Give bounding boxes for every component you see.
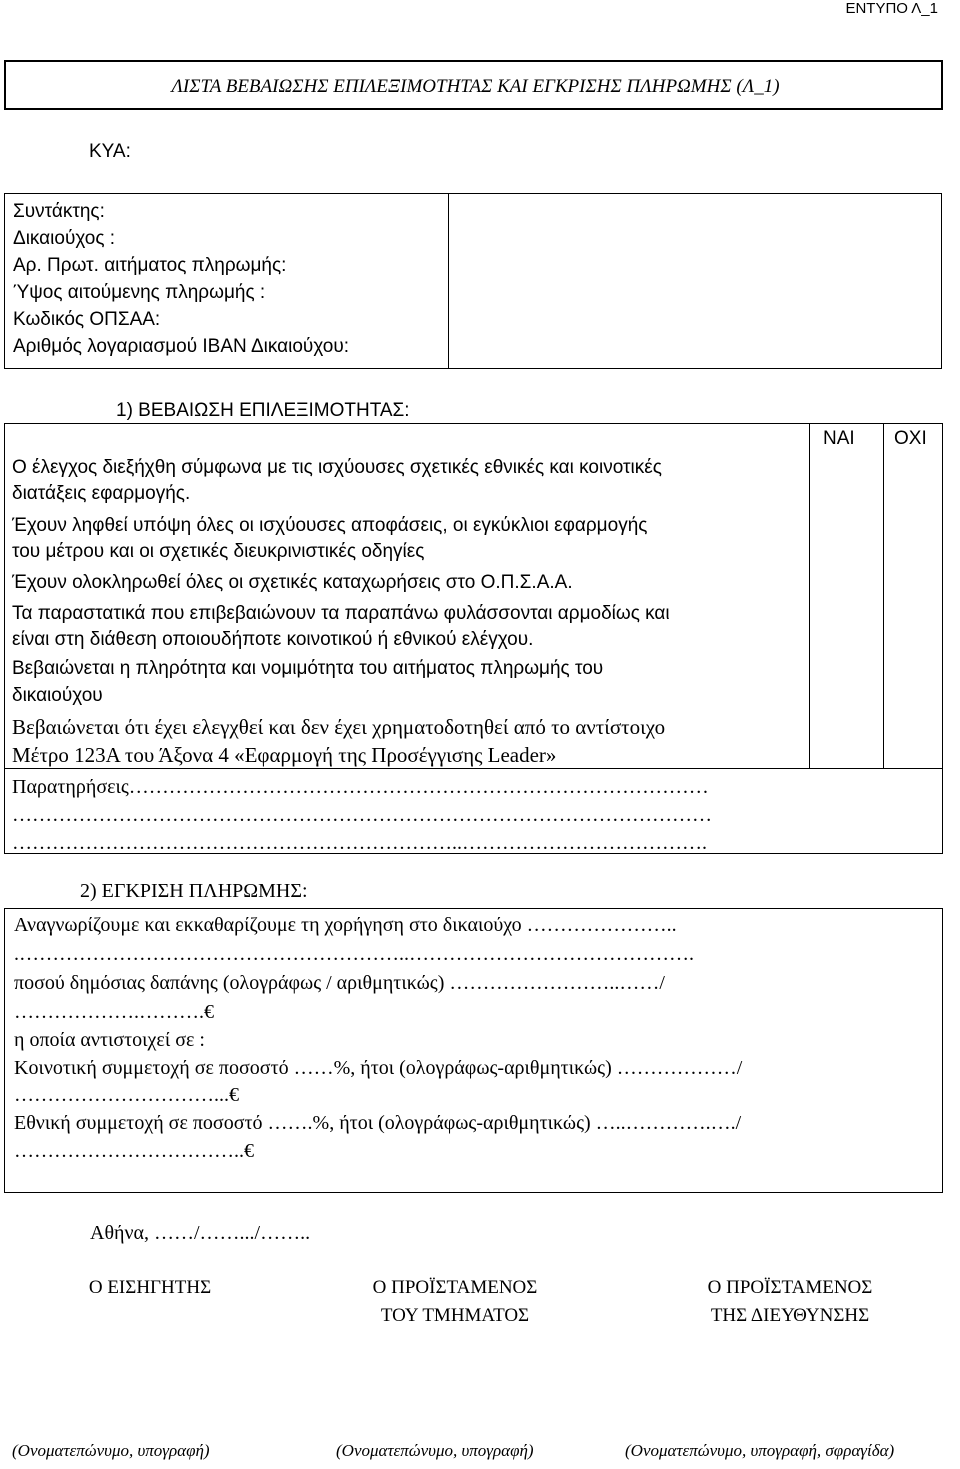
- kya-label: ΚΥΑ:: [89, 141, 131, 162]
- eligibility-checklist: [4, 423, 943, 854]
- section2-heading: 2) ΕΓΚΡΙΣΗ ΠΛΗΡΩΜΗΣ:: [80, 880, 308, 902]
- form-code: ΕΝΤΥΠΟ Λ_1: [845, 0, 938, 17]
- beneficiary-field: Δικαιούχος :: [13, 228, 116, 249]
- remarks-line: ……………………………………………………………………………………………: [12, 804, 712, 826]
- checklist-line: Βεβαιώνεται η πληρότητα και νομιμότητα του αιτήματος πληρωμής του: [12, 658, 604, 679]
- signer-3-title: Ο ΠΡΟΪΣΤΑΜΕΝΟΣ: [707, 1277, 873, 1298]
- signer-2-note: (Ονοματεπώνυμο, υπογραφή): [336, 1441, 534, 1460]
- checklist-line: Τα παραστατικά που επιβεβαιώνουν τα παραπάνω φυλάσσονται αρμοδίως και: [12, 603, 670, 624]
- yes-column-header: ΝΑΙ: [823, 428, 855, 449]
- remarks-line: …………………………………………………………..……………………………….: [12, 832, 707, 854]
- approval-line: ……………….……….€: [14, 1001, 214, 1023]
- applicant-values-box[interactable]: [448, 193, 942, 369]
- checklist-line: Έχουν ληφθεί υπόψη όλες οι ισχύουσες αποφάσεις, οι εγκύκλιοι εφαρμογής: [12, 515, 648, 536]
- title-box: [4, 60, 943, 110]
- signer-1-title: Ο ΕΙΣΗΓΗΤΗΣ: [88, 1277, 212, 1298]
- section1-heading: 1) ΒΕΒΑΙΩΣΗ ΕΠΙΛΕΞΙΜΟΤΗΤΑΣ:: [116, 400, 410, 421]
- iban-field: Αριθμός λογαριασμού ΙΒΑΝ Δικαιούχου:: [13, 336, 350, 357]
- approval-line: η οποία αντιστοιχεί σε :: [14, 1029, 205, 1051]
- checklist-divider-1: [809, 424, 810, 769]
- checklist-line: διατάξεις εφαρμογής.: [12, 483, 191, 504]
- signer-3-note: (Ονοματεπώνυμο, υπογραφή, σφραγίδα): [625, 1441, 895, 1460]
- opsaa-code-field: Κωδικός ΟΠΣΑΑ:: [13, 309, 161, 330]
- checklist-line: είναι στη διάθεση οποιουδήποτε κοινοτικού ή εθνικού ελέγχου.: [12, 629, 534, 650]
- place-date: Αθήνα, ……/…….../……..: [90, 1222, 311, 1244]
- checklist-line: Έχουν ολοκληρωθεί όλες οι σχετικές καταχωρήσεις στο Ο.Π.Σ.Α.Α.: [12, 572, 573, 593]
- approval-line: .…………………………………………………..…………………………………….: [14, 943, 694, 965]
- payment-approval-box: [4, 908, 943, 1193]
- approval-line: Αναγνωρίζουμε και εκκαθαρίζουμε τη χορήγηση στο δικαιούχο …………………..: [14, 914, 677, 936]
- checklist-divider-2: [883, 424, 884, 769]
- no-column-header: ΟΧΙ: [894, 428, 927, 449]
- approval-line: Κοινοτική συμμετοχή σε ποσοστό ……%, ήτοι (ολογράφως-αριθμητικώς) ………………/: [14, 1057, 743, 1079]
- requested-amount-field: Ύψος αιτούμενης πληρωμής :: [13, 282, 266, 303]
- approval-line: …………………………...€: [14, 1084, 239, 1106]
- checklist-remarks-divider: [5, 768, 942, 769]
- remarks-line: Παρατηρήσεις……………………………………………………………………………: [12, 776, 709, 798]
- applicant-info-box: [4, 193, 449, 369]
- payment-request-protocol-field: Αρ. Πρωτ. αιτήματος πληρωμής:: [13, 255, 287, 276]
- checklist-line: Ο έλεγχος διεξήχθη σύμφωνα με τις ισχύουσες σχετικές εθνικές και κοινοτικές: [12, 457, 662, 478]
- approval-line: Εθνική συμμετοχή σε ποσοστό …….%, ήτοι (ολογράφως-αριθμητικώς) …..………….…./: [14, 1112, 742, 1134]
- approval-line: ……………………………..€: [14, 1140, 254, 1162]
- signer-1-note: (Ονοματεπώνυμο, υπογραφή): [12, 1441, 210, 1460]
- checklist-line: του μέτρου και οι σχετικές διευκρινιστικές οδηγίες: [12, 541, 425, 562]
- checklist-line: δικαιούχου: [12, 685, 103, 706]
- signer-3-subtitle: ΤΗΣ ΔΙΕΥΘΥΝΣΗΣ: [710, 1305, 870, 1326]
- author-field: Συντάκτης:: [13, 201, 105, 222]
- document-title: ΛΙΣΤΑ ΒΕΒΑΙΩΣΗΣ ΕΠΙΛΕΞΙΜΟΤΗΤΑΣ ΚΑΙ ΕΓΚΡΙΣΗΣ ΠΛΗΡΩΜΗΣ (Λ_1): [171, 76, 780, 97]
- approval-line: ποσού δημόσιας δαπάνης (ολογράφως / αριθμητικώς) ……………………..……/: [14, 972, 665, 994]
- checklist-line: Μέτρο 123Α του Άξονα 4 «Εφαρμογή της Προσέγγισης Leader»: [12, 743, 557, 767]
- checklist-line: Βεβαιώνεται ότι έχει ελεγχθεί και δεν έχει χρηματοδοτηθεί από το αντίστοιχο: [12, 715, 666, 739]
- signer-2-subtitle: ΤΟΥ ΤΜΗΜΑΤΟΣ: [380, 1305, 530, 1326]
- signer-2-title: Ο ΠΡΟΪΣΤΑΜΕΝΟΣ: [372, 1277, 538, 1298]
